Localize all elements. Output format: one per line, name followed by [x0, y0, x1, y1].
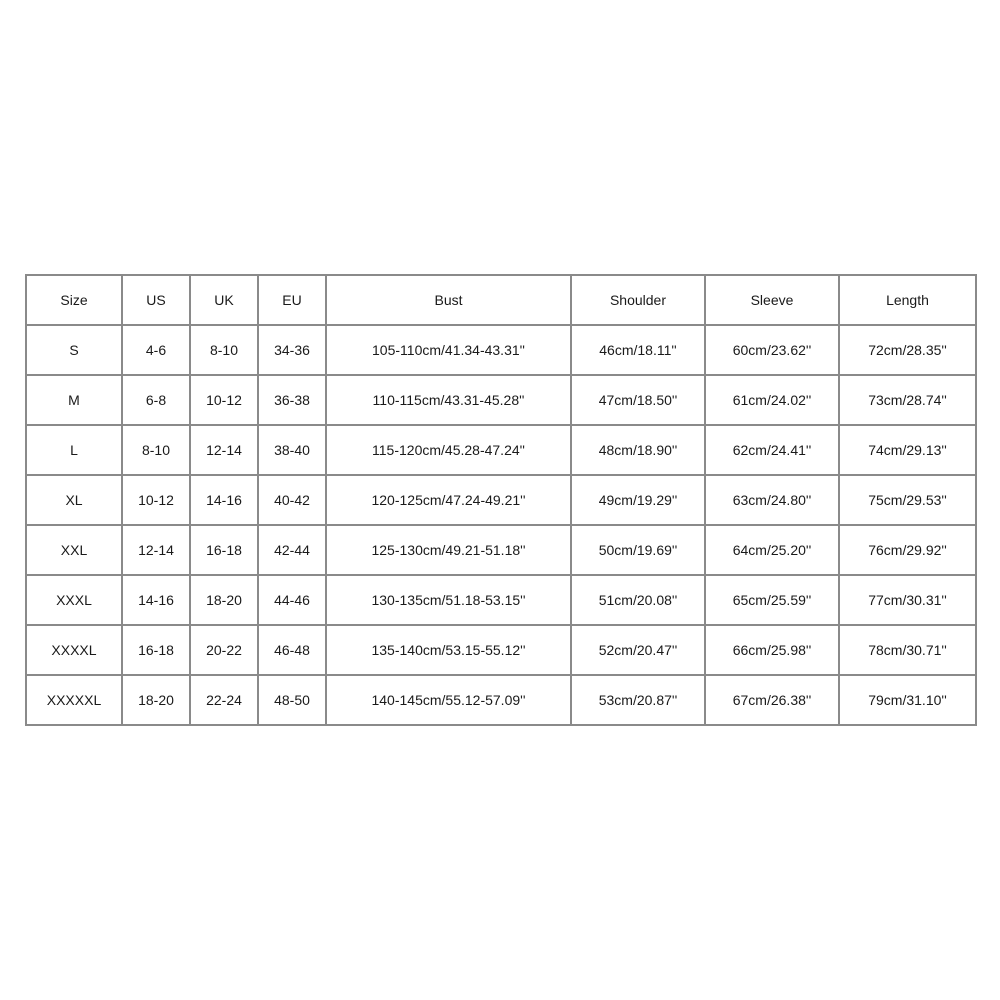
cell-eu: 42-44 — [258, 525, 326, 575]
cell-length: 76cm/29.92'' — [839, 525, 976, 575]
cell-eu: 34-36 — [258, 325, 326, 375]
cell-eu: 36-38 — [258, 375, 326, 425]
table-row — [26, 625, 976, 675]
header-uk: UK — [190, 275, 258, 325]
cell-uk: 18-20 — [190, 575, 258, 625]
table-row — [26, 575, 976, 625]
cell-size: XXXXL — [26, 625, 122, 675]
cell-size: XXXXXL — [26, 675, 122, 725]
cell-shoulder: 46cm/18.11'' — [571, 325, 705, 375]
table-row — [26, 425, 976, 475]
cell-shoulder: 52cm/20.47'' — [571, 625, 705, 675]
cell-bust: 135-140cm/53.15-55.12'' — [326, 625, 571, 675]
cell-eu: 46-48 — [258, 625, 326, 675]
cell-sleeve: 63cm/24.80'' — [705, 475, 839, 525]
cell-us: 14-16 — [122, 575, 190, 625]
cell-bust: 130-135cm/51.18-53.15'' — [326, 575, 571, 625]
cell-bust: 115-120cm/45.28-47.24'' — [326, 425, 571, 475]
header-length: Length — [839, 275, 976, 325]
cell-us: 18-20 — [122, 675, 190, 725]
cell-uk: 14-16 — [190, 475, 258, 525]
cell-us: 6-8 — [122, 375, 190, 425]
cell-eu: 44-46 — [258, 575, 326, 625]
cell-eu: 38-40 — [258, 425, 326, 475]
header-size: Size — [26, 275, 122, 325]
cell-bust: 120-125cm/47.24-49.21'' — [326, 475, 571, 525]
header-eu: EU — [258, 275, 326, 325]
cell-length: 78cm/30.71'' — [839, 625, 976, 675]
cell-size: S — [26, 325, 122, 375]
header-us: US — [122, 275, 190, 325]
cell-bust: 110-115cm/43.31-45.28'' — [326, 375, 571, 425]
table-row — [26, 325, 976, 375]
cell-uk: 20-22 — [190, 625, 258, 675]
cell-size: XXXL — [26, 575, 122, 625]
cell-shoulder: 48cm/18.90'' — [571, 425, 705, 475]
cell-shoulder: 50cm/19.69'' — [571, 525, 705, 575]
cell-length: 77cm/30.31'' — [839, 575, 976, 625]
cell-eu: 48-50 — [258, 675, 326, 725]
cell-shoulder: 49cm/19.29'' — [571, 475, 705, 525]
cell-sleeve: 60cm/23.62'' — [705, 325, 839, 375]
cell-sleeve: 62cm/24.41'' — [705, 425, 839, 475]
cell-shoulder: 51cm/20.08'' — [571, 575, 705, 625]
cell-uk: 12-14 — [190, 425, 258, 475]
cell-length: 72cm/28.35'' — [839, 325, 976, 375]
cell-us: 10-12 — [122, 475, 190, 525]
cell-size: XL — [26, 475, 122, 525]
table-row — [26, 475, 976, 525]
cell-sleeve: 65cm/25.59'' — [705, 575, 839, 625]
cell-us: 4-6 — [122, 325, 190, 375]
table-row — [26, 675, 976, 725]
cell-size: M — [26, 375, 122, 425]
table-row — [26, 525, 976, 575]
cell-size: L — [26, 425, 122, 475]
cell-length: 74cm/29.13'' — [839, 425, 976, 475]
cell-size: XXL — [26, 525, 122, 575]
cell-shoulder: 53cm/20.87'' — [571, 675, 705, 725]
header-bust: Bust — [326, 275, 571, 325]
cell-sleeve: 67cm/26.38'' — [705, 675, 839, 725]
header-shoulder: Shoulder — [571, 275, 705, 325]
cell-uk: 10-12 — [190, 375, 258, 425]
cell-uk: 16-18 — [190, 525, 258, 575]
cell-eu: 40-42 — [258, 475, 326, 525]
cell-bust: 125-130cm/49.21-51.18'' — [326, 525, 571, 575]
cell-bust: 105-110cm/41.34-43.31'' — [326, 325, 571, 375]
cell-sleeve: 64cm/25.20'' — [705, 525, 839, 575]
table-row — [26, 375, 976, 425]
cell-us: 8-10 — [122, 425, 190, 475]
cell-length: 79cm/31.10'' — [839, 675, 976, 725]
size-chart-table — [25, 274, 977, 726]
cell-sleeve: 66cm/25.98'' — [705, 625, 839, 675]
cell-length: 73cm/28.74'' — [839, 375, 976, 425]
cell-shoulder: 47cm/18.50'' — [571, 375, 705, 425]
cell-sleeve: 61cm/24.02'' — [705, 375, 839, 425]
cell-us: 12-14 — [122, 525, 190, 575]
cell-uk: 8-10 — [190, 325, 258, 375]
header-row — [26, 275, 976, 325]
cell-us: 16-18 — [122, 625, 190, 675]
header-sleeve: Sleeve — [705, 275, 839, 325]
cell-uk: 22-24 — [190, 675, 258, 725]
cell-length: 75cm/29.53'' — [839, 475, 976, 525]
cell-bust: 140-145cm/55.12-57.09'' — [326, 675, 571, 725]
